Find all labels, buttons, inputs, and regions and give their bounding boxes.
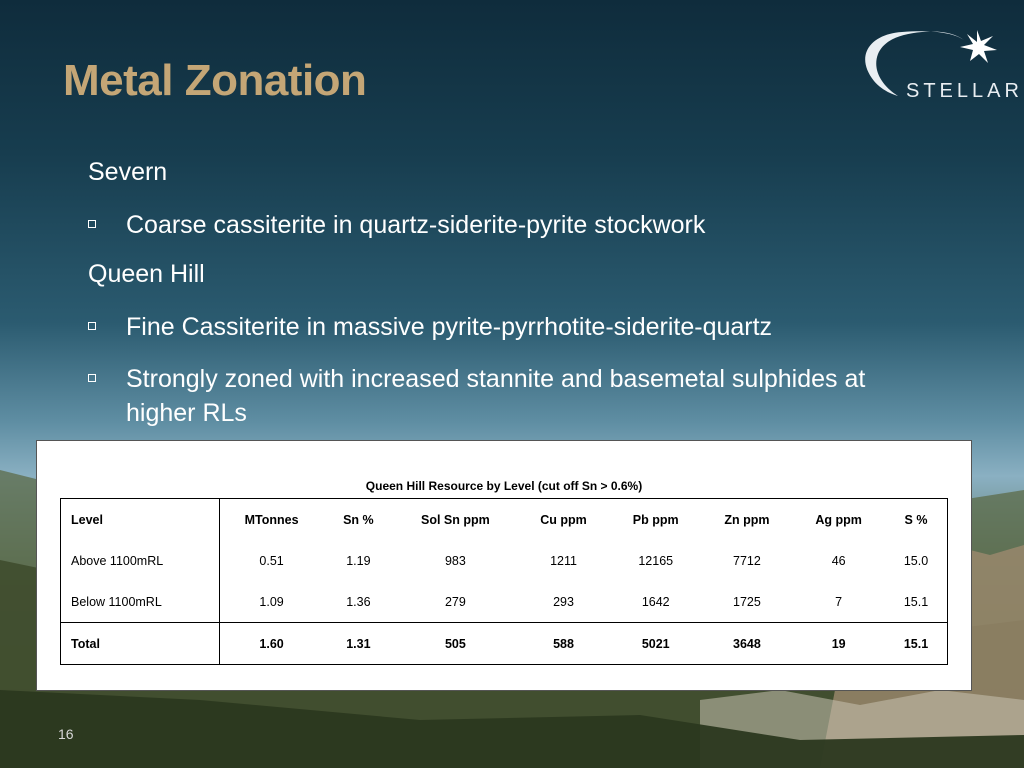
section-heading-severn: Severn xyxy=(88,158,168,186)
table-cell: 293 xyxy=(553,594,574,609)
square-bullet-icon xyxy=(88,374,96,382)
resource-table-panel xyxy=(36,440,972,691)
table-cell: 1642 xyxy=(641,594,670,609)
table-cell: 5021 xyxy=(610,623,702,665)
table-cell: 19 xyxy=(792,623,885,665)
table-cell: 15.1 xyxy=(885,623,948,665)
table-header-cell: Pb ppm xyxy=(632,512,679,527)
table-header-cell: Zn ppm xyxy=(724,512,770,527)
table-cell: 1.09 xyxy=(259,594,284,609)
table-header-cell: Cu ppm xyxy=(540,512,587,527)
table-cell: 1725 xyxy=(733,594,761,609)
logo-text: STELLAR xyxy=(906,80,1023,102)
table-header-cell: Sn % xyxy=(343,512,374,527)
slide-title: Metal Zonation xyxy=(63,56,367,105)
section-heading-queen-hill: Queen Hill xyxy=(88,260,205,288)
table-cell: 12165 xyxy=(638,553,674,568)
table-cell: 1.36 xyxy=(346,594,371,609)
table-cell: 588 xyxy=(517,623,610,665)
table-row xyxy=(61,540,948,581)
table-cell: Total xyxy=(61,623,220,665)
page-number: 16 xyxy=(58,726,74,742)
table-cell: 1211 xyxy=(550,553,577,568)
table-cell: Above 1100mRL xyxy=(61,540,220,581)
table-cell: 15.1 xyxy=(903,594,929,609)
table-row xyxy=(61,581,948,623)
table-header-row xyxy=(61,499,948,541)
table-cell: 1.60 xyxy=(220,623,324,665)
table-cell: 7712 xyxy=(733,553,761,568)
bullet-text: Coarse cassiterite in quartz-siderite-pyrite stockwork xyxy=(126,211,706,239)
bullet-item xyxy=(88,208,938,242)
table-cell: 279 xyxy=(444,594,466,609)
table-cell: 7 xyxy=(835,594,843,609)
table-header-cell: S % xyxy=(904,512,928,527)
table-header-cell: MTonnes xyxy=(244,512,299,527)
table-cell: 0.51 xyxy=(259,553,284,568)
table-total-row xyxy=(61,623,948,665)
table-cell: Below 1100mRL xyxy=(61,581,220,623)
table-cell: 15.0 xyxy=(903,553,929,568)
bullet-item xyxy=(88,310,938,344)
square-bullet-icon xyxy=(88,322,96,330)
table-cell: 505 xyxy=(394,623,518,665)
table-cell: 983 xyxy=(444,553,466,568)
table-header-cell: Level xyxy=(61,499,220,541)
bullet-text: Strongly zoned with increased stannite and basemetal sulphides at higher RLs xyxy=(126,365,866,427)
table-cell: 1.31 xyxy=(323,623,393,665)
bullet-text: Fine Cassiterite in massive pyrite-pyrrhotite-siderite-quartz xyxy=(126,313,773,341)
resource-table xyxy=(60,498,948,665)
table-cell: 46 xyxy=(831,553,846,568)
bullet-item xyxy=(88,362,938,430)
table-header-cell: Sol Sn ppm xyxy=(421,512,490,527)
table-header-cell: Ag ppm xyxy=(815,512,862,527)
table-cell: 3648 xyxy=(702,623,793,665)
square-bullet-icon xyxy=(88,220,96,228)
table-caption: Queen Hill Resource by Level (cut off Sn > 0.6%) xyxy=(365,479,643,493)
table-cell: 1.19 xyxy=(346,553,371,568)
